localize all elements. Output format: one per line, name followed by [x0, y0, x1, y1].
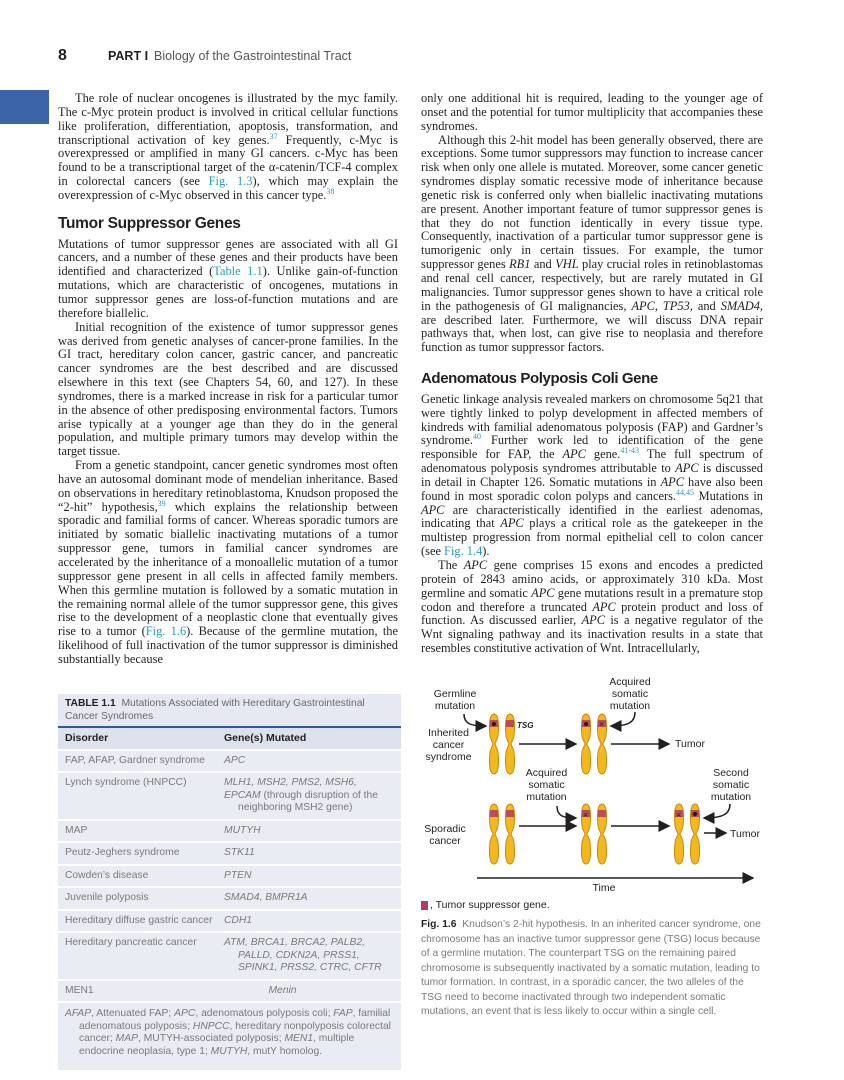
label-inherited-cancer-syndrome: Inherited cancer syndrome — [425, 727, 472, 763]
label-tumor-bottom: Tumor — [730, 828, 760, 840]
figure-caption-label: Fig. 1.6 — [421, 919, 457, 930]
paragraph: Initial recognition of the existence of tumor suppressor genes was derived from genetic analyses of cancer-prone families. In the GI tract, hereditary colon cancer, gastric cancer, and pancreatic cancer syndromes are the best described and are discussed elsewhere in this text (see Chapters 54, 60, and 127). In these syndromes, there is a marked increase in risk for a particular tumor in the absence of other predisposing environmental factors. Tumors arise typically at a younger age than they do in the general population, and multiple primary tumors may develop within the target tissue. — [58, 319, 398, 459]
label-second-somatic-mutation: Second somatic mutation — [710, 767, 752, 803]
table-row: Cowden’s disease PTEN — [58, 866, 401, 889]
figure-link[interactable]: Fig. 1.6 — [145, 624, 187, 639]
label-acquired-somatic-mid: Acquired somatic mutation — [525, 767, 568, 803]
paragraph: Although this 2-hit model has been generally observed, there are exceptions. Some tumor suppressors may function to increase cancer risk when only one allele is mutated. Moreover, some cancer genetic syndromes display somatic recessive mode of inheritance because genetic risk is conferred only when biallelic inactivating mutations are present. Another important feature of tumor suppressor genes is that they do not function identically in every tissue type. Consequently, inactivation of a particular tumor suppressor gene is tumorigenic only in certain tissues. For example, the tumor suppressor genes RB1 and VHL play crucial roles in retinoblastomas and renal cell cancer, respectively, but are rarely mutated in GI malignancies. Tumor suppressor genes shown to have a critical role in the pathogenesis of GI malignancies, APC, TP53, and SMAD4, are described later. Furthermore, we will discuss DNA repair pathways that, when lost, can give rise to neoplasia and therefore function as tumor suppressor factors. — [421, 132, 764, 355]
paragraph: From a genetic standpoint, cancer genetic syndromes most often have an autosomal dominant mode of mendelian inheritance. Based on observations in hereditary retinoblastoma, Knudson proposed the “2-hit” hypothesis,$^{39}$ which explains the relationship between sporadic and familial forms of cancer. Whereas sporadic tumors are initiated by somatic biallelic inactivating mutations of a tumor suppressor gene, tumors in familial cancer syndromes are accelerated by the inheritance of a monoallelic mutation of a tumor suppressor gene present in all cells in affected family members. When this germline mutation is followed by a somatic mutation in the remaining normal allele of the tumor suppressor gene, this gives rise to the development of a neoplastic clone that eventually gives rise to a tumor (Fig. 1.6). Because of the germline mutation, the likelihood of full inactivation of the tumor suppressor is diminished substantially because — [58, 458, 398, 666]
figure-link[interactable]: Fig. 1.4 — [444, 544, 483, 559]
table-link[interactable]: Table 1.1 — [213, 264, 263, 279]
label-time-axis: Time — [592, 882, 616, 894]
table-row: Juvenile polyposis SMAD4, BMPR1A — [58, 888, 401, 911]
running-header — [58, 47, 351, 67]
figure-1-6-diagram — [421, 676, 766, 901]
paragraph: Mutations of tumor suppressor genes are associated with all GI cancers, and a number of these genes and their products have been identified and characterized (Table 1.1). Unlike gain-of-function mutations, which are characteristic of oncogenes, mutations in tumor suppressor genes are loss-of-function mutations and are therefore biallelic. — [58, 236, 398, 320]
section-heading: Tumor Suppressor Genes — [58, 214, 241, 232]
table-row: FAP, AFAP, Gardner syndrome APC — [58, 751, 401, 774]
paragraph: Genetic linkage analysis revealed markers on chromosome 5q21 that were tightly linked to polyp development in affected members of kindreds with familial adenomatous polyposis (FAP) and Gardner’s syndrome.$^{40}$ Further work led to identification of the gene responsible for FAP, the APC gene.$^{41-43}$ The full spectrum of adenomatous polyposis syndromes attributable to APC is discussed in detail in Chapter 126. Somatic mutations in APC have also been found in most sporadic colon polyps and cancers.$^{44,45}$ Mutations in APC are characteristically identified in the earliest adenomas, indicating that APC plays a critical role as the gatekeeper in the multistep progression from normal epithelial cell to colon cancer (see Fig. 1.4). — [421, 391, 763, 559]
reference-link[interactable]: 38 — [326, 186, 335, 196]
table-row: MEN1 Menin — [58, 981, 401, 1004]
svg-text:×: × — [583, 810, 589, 820]
figure-caption: Fig. 1.6 Knudson’s 2-hit hypothesis. In an inherited cancer syndrome, one chromosome has an inactive tumor suppressor gene (TSG) locus because of a germline mutation. The counterpart TSG on the remaining paired chromosome is subsequently inactivated by a somatic mutation, leading to tumor formation. In contrast, in a sporadic cancer, the two alleles of the TSG need to become inactivated through two independent somatic mutations, an event that is less likely to occur within a single cell. — [421, 919, 761, 1017]
reference-link[interactable]: 40 — [472, 432, 481, 442]
table-caption: TABLE 1.1 Mutations Associated with Hereditary Gastrointestinal Cancer Syndromes — [58, 694, 401, 728]
subsection-heading: Adenomatous Polyposis Coli Gene — [421, 370, 658, 388]
column-header-genes: Gene(s) Mutated — [224, 732, 307, 744]
tsg-swatch-icon — [421, 901, 428, 910]
reference-link[interactable]: 37 — [269, 131, 278, 141]
label-germline-mutation: Germline mutation — [433, 688, 477, 712]
svg-text:×: × — [599, 719, 605, 729]
figure-legend: , Tumor suppressor gene. — [421, 899, 550, 911]
svg-text:×: × — [676, 810, 682, 820]
reference-link[interactable]: 44,45 — [676, 487, 695, 497]
column-header-disorder: Disorder — [65, 732, 109, 744]
table-footnote: AFAP, Attenuated FAP; APC, adenomatous polyposis coli; FAP, familial adenomatous polyposis; HNPCC, hereditary nonpolyposis colorectal cancer; MAP, MUTYH-associated polyposis; MEN1, multiple endocrine neoplasia, type 1; MUTYH, mutY homolog. — [58, 1003, 401, 1070]
table-row: Hereditary diffuse gastric cancer CDH1 — [58, 911, 401, 934]
reference-link[interactable]: 39 — [157, 498, 166, 508]
page-number: 8 — [58, 47, 67, 64]
label-acquired-somatic-top: Acquired somatic mutation — [609, 676, 651, 712]
table-row: Hereditary pancreatic cancer ATM, BRCA1, BRCA2, PALB2, PALLD, CDKN2A, PRSS1, SPINK1, PRSS2, CTRC, CFTR — [58, 933, 401, 981]
paragraph: The role of nuclear oncogenes is illustrated by the myc family. The c-Myc protein product is involved in critical cellular functions like proliferation, differentiation, apoptosis, transformation, and transcriptional activation of key genes.$^{37}$ Frequently, c-Myc is overexpressed or amplified in many GI cancers. c-Myc has been found to be a transcriptional target of the α-catenin/TCF-4 complex in colorectal cancers (see Fig. 1.3), which may explain the overexpression of c-Myc observed in this cancer type.$^{38}$ — [58, 91, 399, 202]
right-column — [421, 92, 763, 656]
paragraph: The APC gene comprises 15 exons and encodes a predicted protein of 2843 amino acids, or approximately 310 kDa. Most germline and somatic APC gene mutations result in a premature stop codon and therefore a truncated APC protein product and loss of function. As discussed earlier, APC is a negative regulator of the Wnt signaling pathway and its inactivation results in a state that resembles constitutive activation of Wnt. Intracellularly, — [421, 558, 763, 656]
paragraph: only one additional hit is required, leading to the younger age of onset and the potential for tumor multiplicity that accompanies these syndromes. — [421, 91, 763, 133]
table-row: Peutz-Jeghers syndrome STK11 — [58, 843, 401, 866]
figure-link[interactable]: Fig. 1.3 — [208, 174, 253, 189]
label-tumor-top: Tumor — [675, 738, 705, 750]
table-1-1 — [58, 694, 401, 1070]
label-sporadic-cancer: Sporadic cancer — [424, 823, 466, 847]
label-tsg: TSG — [517, 721, 534, 730]
chapter-tab-marker — [0, 90, 49, 124]
part-label: PART I — [108, 49, 149, 63]
table-row: Lynch syndrome (HNPCC) MLH1, MSH2, PMS2, MSH6, EPCAM (through disruption of the neighboring MSH2 gene) — [58, 773, 401, 821]
left-column — [58, 92, 398, 667]
table-row: MAP MUTYH — [58, 821, 401, 844]
reference-link[interactable]: 41-43 — [620, 446, 640, 456]
part-title: Biology of the Gastrointestinal Tract — [154, 49, 352, 63]
table-header-row — [58, 728, 401, 751]
